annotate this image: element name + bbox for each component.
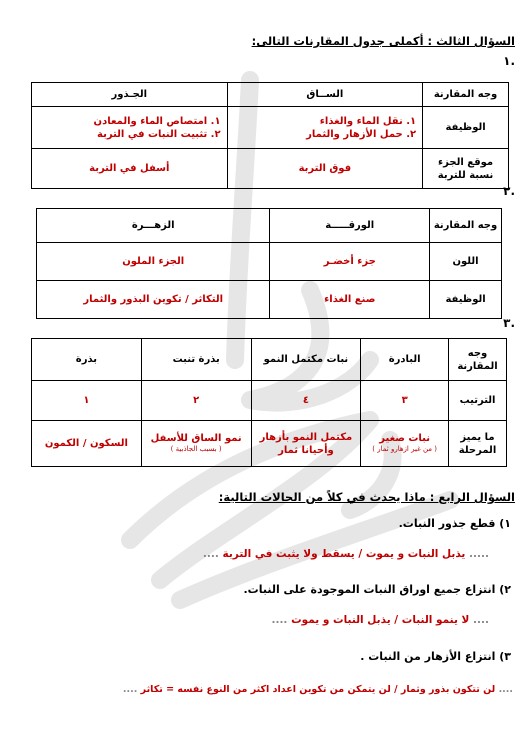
comparison-table-1 — [31, 82, 509, 189]
comparison-table-3 — [31, 338, 507, 467]
header-cell: بذرة — [32, 339, 142, 381]
cell-note: ( بسبب الجاذبية ) — [170, 445, 222, 454]
dots: .... — [271, 614, 288, 626]
table-cell — [251, 421, 361, 467]
row-label: الوظيفة — [423, 107, 509, 149]
cell-line: مكتمل النمو بأزهار — [259, 431, 353, 443]
dots: .... — [498, 684, 513, 695]
table-cell: التكاثر / تكوين البذور والثمار — [37, 281, 270, 319]
dots: .... — [202, 548, 219, 560]
cell-note: ( من غير ازهارو ثمار ) — [372, 445, 438, 454]
header-cell: بذرة تنبت — [141, 339, 251, 381]
header-cell: وجه المقارنة — [449, 339, 507, 381]
header-cell: نبات مكتمل النمو — [251, 339, 361, 381]
cell-line: نبات صغير — [379, 433, 431, 445]
row-label: الترتيب — [449, 381, 507, 421]
table-1-number: ١. — [503, 54, 515, 68]
cell-line: ١. امتصاص الماء والمعادن — [93, 115, 221, 127]
dots: .... — [473, 614, 489, 626]
table-3-number: ٣. — [503, 316, 515, 330]
answer-text: لا ينمو النبات / يذبل النبات و يموت — [291, 614, 470, 626]
case-3-answer — [123, 684, 513, 695]
cell-line: نمو الساق للأسفل — [150, 433, 242, 445]
header-cell: وجه المقارنة — [423, 83, 509, 107]
table-cell: صنع الغذاء — [270, 281, 430, 319]
table-cell — [141, 421, 251, 467]
question-3-title: السؤال الثالث : أكملى جدول المقارنات التالى: — [251, 34, 515, 48]
table-cell: السكون / الكمون — [32, 421, 142, 467]
cell-line: ١. نقل الماء والغذاء — [319, 115, 417, 127]
table-cell: ٣ — [361, 381, 449, 421]
table-cell: جزء أخضـر — [270, 243, 430, 281]
header-cell: وجه المقارنة — [430, 209, 502, 243]
case-2-answer — [271, 614, 489, 626]
table-cell: أسفل في التربة — [32, 149, 228, 189]
case-2-question: ٢) انتزاع جميع اوراق النبات الموجودة على النبات. — [243, 583, 511, 596]
case-1-question: ١) قطع جذور النبات. — [398, 517, 511, 530]
answer-text: يذبل النبات و يموت / يسقط ولا يثبت في التربة — [222, 548, 466, 560]
dots: ..... — [469, 548, 489, 560]
cell-line: ٢. حمل الأزهار والثمار — [306, 128, 417, 140]
comparison-table-2 — [36, 208, 502, 319]
header-cell: البادرة — [361, 339, 449, 381]
table-cell: ١ — [32, 381, 142, 421]
header-cell: الزهـــرة — [37, 209, 270, 243]
header-cell: الســاق — [227, 83, 423, 107]
case-1-answer — [203, 548, 489, 560]
table-cell — [361, 421, 449, 467]
table-cell — [32, 107, 228, 149]
table-cell: ٤ — [251, 381, 361, 421]
question-4-title: السؤال الرابع : ماذا يحدث في كلاً من الحالات التالية: — [218, 490, 515, 504]
cell-line: وأحيانا ثمار — [278, 444, 334, 456]
row-label: موقع الجزء نسبة للتربة — [423, 149, 509, 189]
row-label: اللون — [430, 243, 502, 281]
row-label: الوظيفة — [430, 281, 502, 319]
table-cell: فوق التربة — [227, 149, 423, 189]
table-2-number: ٢. — [503, 184, 515, 198]
row-label: ما يميز المرحلة — [449, 421, 507, 467]
cell-line: ٢. تثبيت النبات في التربة — [97, 128, 221, 140]
answer-text: لن تتكون بذور وثمار / لن يتمكن من تكوين اعداد اكثر من النوع نفسه = تكاثر — [140, 684, 496, 695]
header-cell: الجـذور — [32, 83, 228, 107]
case-3-question: ٣) انتزاع الأزهار من النبات . — [360, 650, 511, 663]
table-cell: الجزء الملون — [37, 243, 270, 281]
header-cell: الورقـــــة — [270, 209, 430, 243]
table-cell: ٢ — [141, 381, 251, 421]
table-cell — [227, 107, 423, 149]
dots: .... — [122, 684, 138, 695]
